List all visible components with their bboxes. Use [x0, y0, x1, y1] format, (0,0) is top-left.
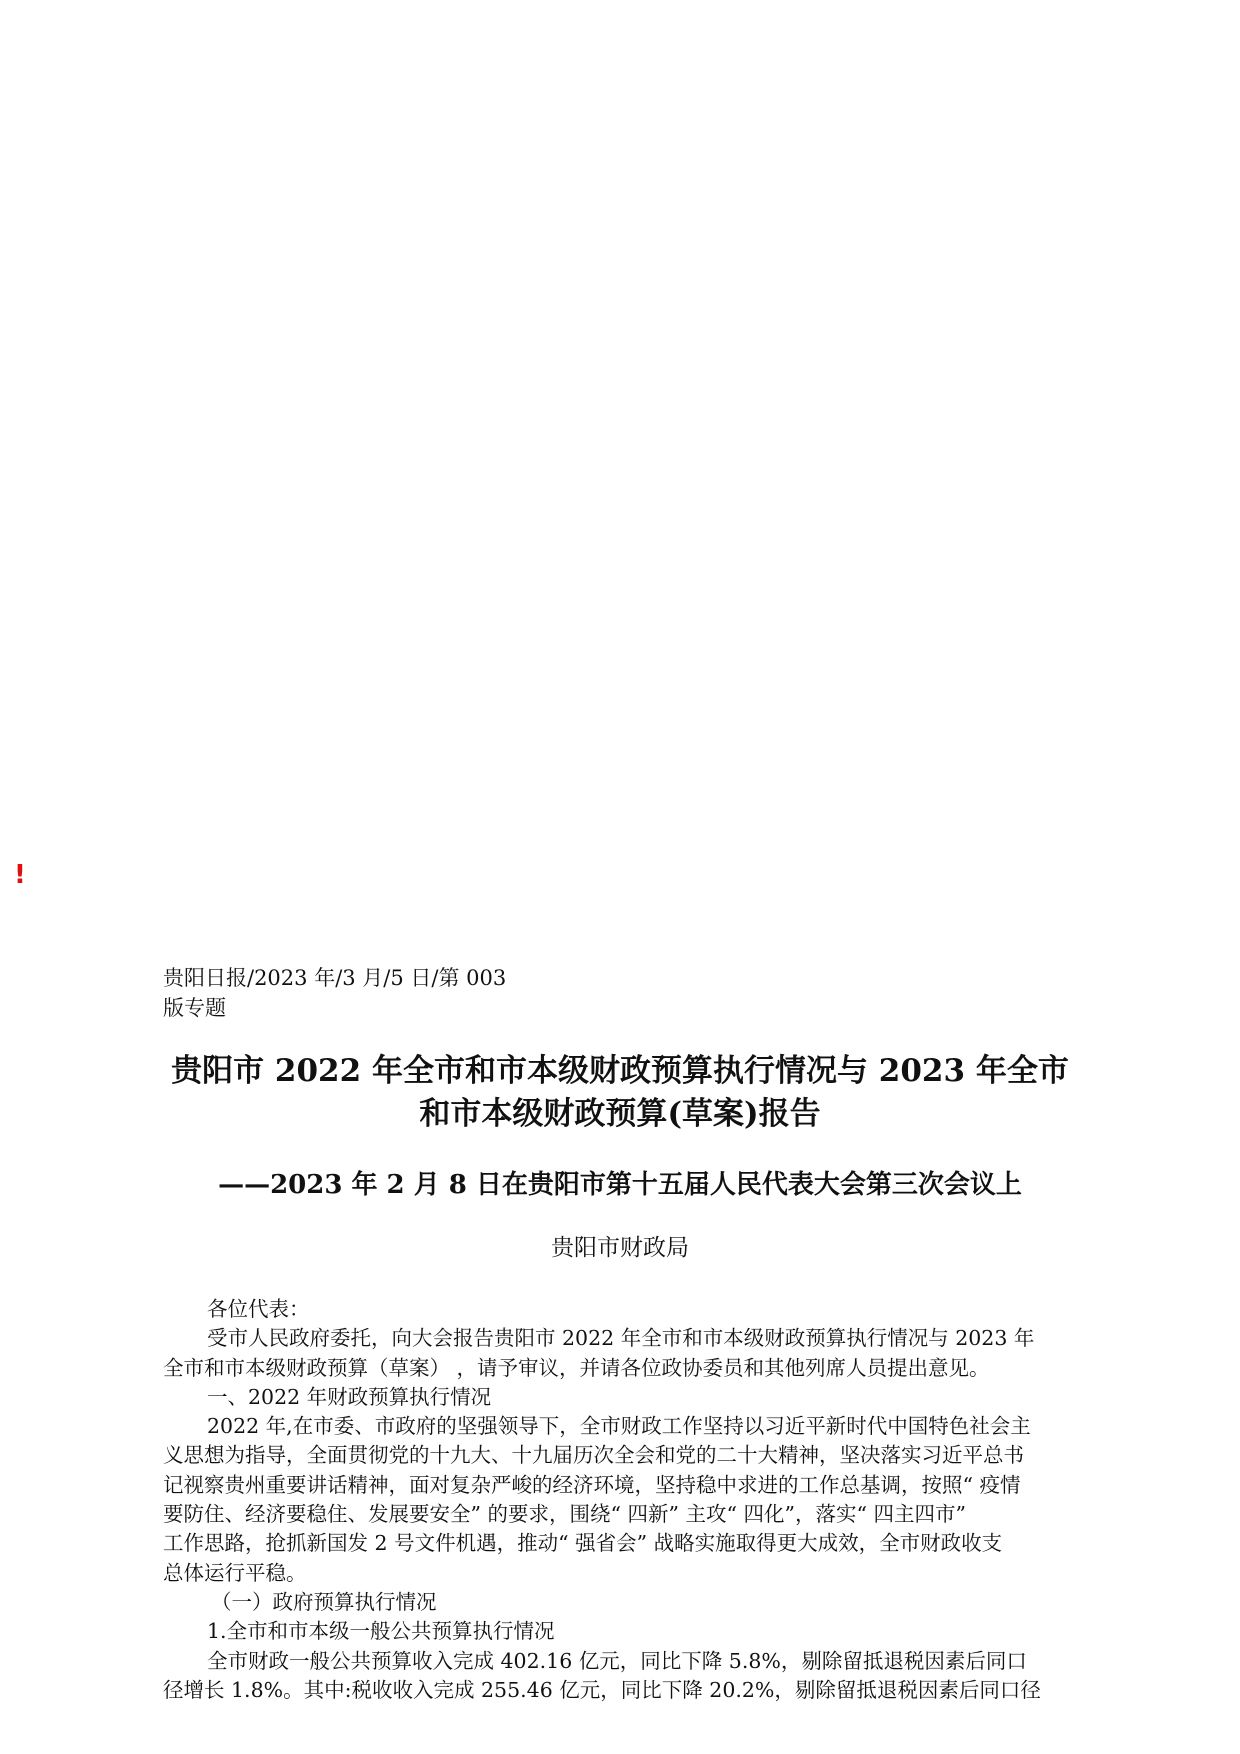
report-body — [163, 1295, 1083, 1705]
source-citation — [163, 963, 506, 1023]
paragraph-intro — [163, 1324, 1083, 1383]
report-subtitle: ——2023 年 2 月 8 日在贵阳市第十五届人民代表大会第三次会议上 — [218, 1170, 1022, 1200]
section-heading-3: 1.全市和市本级一般公共预算执行情况 — [207, 1619, 555, 1644]
paragraph-line: 全市财政一般公共预算收入完成 402.16 亿元，同比下降 5.8%，剔除留抵退税因素后同口 — [207, 1648, 1027, 1673]
report-author: 贵阳市财政局 — [551, 1235, 689, 1261]
report-title — [150, 1050, 1090, 1136]
paragraph-revenue — [163, 1647, 1083, 1706]
section-heading-1: 一、2022 年财政预算执行情况 — [207, 1384, 492, 1409]
source-line-1: 贵阳日报/2023 年/3 月/5 日/第 003 — [163, 966, 507, 990]
title-line-2: 和市本级财政预算(草案)报告 — [419, 1096, 821, 1132]
greeting: 各位代表： — [207, 1297, 310, 1321]
title-line-1: 贵阳市 2022 年全市和市本级财政预算执行情况与 2023 年全市 — [171, 1053, 1069, 1089]
paragraph-line: 2022 年,在市委、市政府的坚强领导下，全市财政工作坚持以习近平新时代中国特色社会主 — [207, 1414, 1031, 1439]
paragraph-line: 总体运行平稳。 — [163, 1560, 307, 1585]
paragraph-line: 记视察贵州重要讲话精神，面对复杂严峻的经济环境，坚持稳中求进的工作总基调，按照“ 疫情 — [163, 1472, 1021, 1497]
paragraph-overview — [163, 1412, 1083, 1588]
paragraph-line: 义思想为指导，全面贯彻党的十九大、十九届历次全会和党的二十大精神，坚决落实习近平总书 — [163, 1443, 1024, 1468]
paragraph-line: 径增长 1.8%。其中:税收收入完成 255.46 亿元，同比下降 20.2%，剔除留抵退税因素后同口径 — [163, 1677, 1041, 1702]
paragraph-line: 工作思路，抢抓新国发 2 号文件机遇，推动“ 强省会” 战略实施取得更大成效，全市财政收支 — [163, 1531, 1003, 1556]
source-line-2: 版专题 — [163, 996, 226, 1020]
red-exclamation-mark: ! — [14, 860, 26, 890]
section-heading-2: （一）政府预算执行情况 — [211, 1589, 437, 1614]
paragraph-line: 要防住、经济要稳住、发展要安全” 的要求，围绕“ 四新” 主攻“ 四化”，落实“ 四主四市” — [163, 1502, 966, 1527]
paragraph-line: 受市人民政府委托，向大会报告贵阳市 2022 年全市和市本级财政预算执行情况与 2023 年 — [207, 1326, 1035, 1351]
paragraph-line: 全市和市本级财政预算（草案） ，请予审议，并请各位政协委员和其他列席人员提出意见。 — [163, 1355, 990, 1380]
